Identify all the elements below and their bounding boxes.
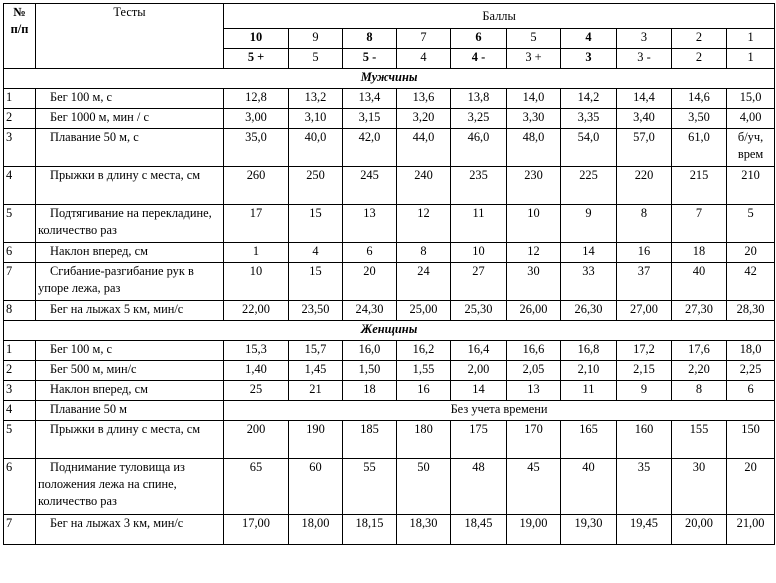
score-value: 26,30	[561, 301, 617, 321]
grade-7: 3	[561, 49, 617, 69]
table-row	[4, 263, 775, 301]
score-value: 245	[343, 167, 397, 205]
score-8: 8	[343, 29, 397, 49]
score-value: 42	[727, 263, 775, 301]
score-value: 40	[561, 459, 617, 515]
test-name: Наклон вперед, см	[36, 243, 224, 263]
table-row	[4, 301, 775, 321]
row-number: 1	[4, 341, 36, 361]
score-value: 18,00	[289, 515, 343, 545]
score-value: 19,30	[561, 515, 617, 545]
score-value: 20,00	[672, 515, 727, 545]
score-value: 22,00	[224, 301, 289, 321]
score-value: 6	[727, 381, 775, 401]
header-number-line2: п/п	[10, 22, 29, 36]
section-title-men: Мужчины	[4, 69, 775, 89]
score-value: 21,00	[727, 515, 775, 545]
score-value: 16	[617, 243, 672, 263]
score-value: 185	[343, 421, 397, 459]
score-value: 14	[451, 381, 507, 401]
score-value: 11	[561, 381, 617, 401]
section-title-women: Женщины	[4, 321, 775, 341]
score-value: 14,0	[507, 89, 561, 109]
score-value: 240	[397, 167, 451, 205]
score-value: 2,20	[672, 361, 727, 381]
test-name: Прыжки в длину с места, см	[36, 167, 224, 205]
test-name: Бег 100 м, с	[36, 341, 224, 361]
test-name: Плавание 50 м, с	[36, 129, 224, 167]
score-value: 17,6	[672, 341, 727, 361]
grade-3: 5 -	[343, 49, 397, 69]
score-value: 230	[507, 167, 561, 205]
score-value: 25,30	[451, 301, 507, 321]
test-name: Плавание 50 м	[36, 401, 224, 421]
score-value: 33	[561, 263, 617, 301]
score-value: 46,0	[451, 129, 507, 167]
score-value: 15,7	[289, 341, 343, 361]
test-name: Бег 100 м, с	[36, 89, 224, 109]
score-value: 14,2	[561, 89, 617, 109]
test-name: Бег на лыжах 3 км, мин/с	[36, 515, 224, 545]
score-value: 8	[617, 205, 672, 243]
score-value: 35	[617, 459, 672, 515]
score-4: 4	[561, 29, 617, 49]
score-value: 220	[617, 167, 672, 205]
score-value: 16,4	[451, 341, 507, 361]
score-value: 54,0	[561, 129, 617, 167]
score-value: 260	[224, 167, 289, 205]
table-row	[4, 361, 775, 381]
test-name: Бег на лыжах 5 км, мин/с	[36, 301, 224, 321]
score-value: 5	[727, 205, 775, 243]
score-value: 235	[451, 167, 507, 205]
score-value: 30	[507, 263, 561, 301]
score-value: 3,30	[507, 109, 561, 129]
table-row	[4, 243, 775, 263]
score-value: 13,6	[397, 89, 451, 109]
score-value: 225	[561, 167, 617, 205]
score-value: 18	[343, 381, 397, 401]
score-value: 250	[289, 167, 343, 205]
grade-4: 4	[397, 49, 451, 69]
row-number: 3	[4, 381, 36, 401]
score-value: 18	[672, 243, 727, 263]
score-value: 12	[507, 243, 561, 263]
test-name: Сгибание-разгибание рук в упоре лежа, раз	[36, 263, 224, 301]
row-number: 6	[4, 243, 36, 263]
score-value: 14	[561, 243, 617, 263]
score-value: 11	[451, 205, 507, 243]
score-value: 9	[561, 205, 617, 243]
score-value: 160	[617, 421, 672, 459]
score-value: 20	[727, 459, 775, 515]
score-value: 7	[672, 205, 727, 243]
score-value: 26,00	[507, 301, 561, 321]
score-value: 16	[397, 381, 451, 401]
score-value: 215	[672, 167, 727, 205]
test-name: Наклон вперед, см	[36, 381, 224, 401]
table-row	[4, 459, 775, 515]
table-row	[4, 205, 775, 243]
score-value: 3,50	[672, 109, 727, 129]
score-value: 12	[397, 205, 451, 243]
score-value: 18,45	[451, 515, 507, 545]
row-number: 3	[4, 129, 36, 167]
score-value: 13	[507, 381, 561, 401]
score-value: 50	[397, 459, 451, 515]
score-value: 16,2	[397, 341, 451, 361]
merged-value: Без учета времени	[224, 401, 775, 421]
table-row	[4, 89, 775, 109]
section-row-men	[4, 69, 775, 89]
table-row	[4, 421, 775, 459]
header-number	[4, 4, 36, 69]
grade-1: 5 +	[224, 49, 289, 69]
score-2: 2	[672, 29, 727, 49]
score-value: 1,40	[224, 361, 289, 381]
score-value: 12,8	[224, 89, 289, 109]
test-name: Подтягивание на перекладине, количество раз	[36, 205, 224, 243]
score-value: 40,0	[289, 129, 343, 167]
score-value: 45	[507, 459, 561, 515]
score-value: 14,4	[617, 89, 672, 109]
score-value: 3,00	[224, 109, 289, 129]
score-value: 60	[289, 459, 343, 515]
score-value: 175	[451, 421, 507, 459]
score-value: 3,15	[343, 109, 397, 129]
score-value: 8	[672, 381, 727, 401]
row-number: 4	[4, 401, 36, 421]
score-value: 16,0	[343, 341, 397, 361]
score-value: 165	[561, 421, 617, 459]
score-value: 10	[224, 263, 289, 301]
table-row	[4, 109, 775, 129]
score-value: 27	[451, 263, 507, 301]
score-value: 30	[672, 459, 727, 515]
score-value: 27,30	[672, 301, 727, 321]
grade-5: 4 -	[451, 49, 507, 69]
score-value: 18,15	[343, 515, 397, 545]
row-number: 1	[4, 89, 36, 109]
table-row	[4, 129, 775, 167]
score-value: 1	[224, 243, 289, 263]
score-value: 2,00	[451, 361, 507, 381]
score-value: 2,15	[617, 361, 672, 381]
score-value: 4	[289, 243, 343, 263]
score-value: 15,3	[224, 341, 289, 361]
score-value: 57,0	[617, 129, 672, 167]
row-number: 7	[4, 263, 36, 301]
score-value: 27,00	[617, 301, 672, 321]
score-value: 3,35	[561, 109, 617, 129]
score-value: 14,6	[672, 89, 727, 109]
score-7: 7	[397, 29, 451, 49]
score-value: 13	[343, 205, 397, 243]
score-value: 20	[727, 243, 775, 263]
row-number: 4	[4, 167, 36, 205]
score-value: 24	[397, 263, 451, 301]
score-value: 210	[727, 167, 775, 205]
score-value: 13,2	[289, 89, 343, 109]
score-value: 18,30	[397, 515, 451, 545]
score-value: 19,45	[617, 515, 672, 545]
grade-10: 1	[727, 49, 775, 69]
score-value: б/уч, врем	[727, 129, 775, 167]
table-row	[4, 515, 775, 545]
score-value: 17	[224, 205, 289, 243]
score-value: 48	[451, 459, 507, 515]
score-value: 170	[507, 421, 561, 459]
test-name: Прыжки в длину с места, см	[36, 421, 224, 459]
row-number: 6	[4, 459, 36, 515]
table-row	[4, 341, 775, 361]
score-value: 17,00	[224, 515, 289, 545]
score-value: 48,0	[507, 129, 561, 167]
score-value: 13,4	[343, 89, 397, 109]
score-5: 5	[507, 29, 561, 49]
score-value: 65	[224, 459, 289, 515]
score-value: 3,10	[289, 109, 343, 129]
score-value: 19,00	[507, 515, 561, 545]
header-points: Баллы	[224, 4, 775, 29]
score-value: 21	[289, 381, 343, 401]
score-value: 28,30	[727, 301, 775, 321]
score-value: 15	[289, 263, 343, 301]
score-value: 9	[617, 381, 672, 401]
score-value: 25,00	[397, 301, 451, 321]
score-10: 10	[224, 29, 289, 49]
score-value: 10	[507, 205, 561, 243]
row-number: 2	[4, 361, 36, 381]
score-value: 2,25	[727, 361, 775, 381]
header-number-line1: №	[13, 5, 26, 19]
score-value: 200	[224, 421, 289, 459]
score-value: 44,0	[397, 129, 451, 167]
score-value: 6	[343, 243, 397, 263]
score-value: 190	[289, 421, 343, 459]
score-value: 13,8	[451, 89, 507, 109]
score-value: 3,40	[617, 109, 672, 129]
score-value: 55	[343, 459, 397, 515]
score-value: 25	[224, 381, 289, 401]
row-number: 5	[4, 421, 36, 459]
score-6: 6	[451, 29, 507, 49]
header-row-points	[4, 4, 775, 29]
grade-6: 3 +	[507, 49, 561, 69]
score-value: 18,0	[727, 341, 775, 361]
row-number: 8	[4, 301, 36, 321]
score-value: 10	[451, 243, 507, 263]
score-value: 16,6	[507, 341, 561, 361]
score-9: 9	[289, 29, 343, 49]
grade-9: 2	[672, 49, 727, 69]
table-row	[4, 167, 775, 205]
header-tests: Тесты	[36, 4, 224, 69]
test-name: Бег 1000 м, мин / с	[36, 109, 224, 129]
standards-table	[3, 3, 775, 545]
score-value: 180	[397, 421, 451, 459]
score-value: 20	[343, 263, 397, 301]
grade-2: 5	[289, 49, 343, 69]
row-number: 5	[4, 205, 36, 243]
score-value: 42,0	[343, 129, 397, 167]
table-row	[4, 381, 775, 401]
score-value: 23,50	[289, 301, 343, 321]
score-value: 16,8	[561, 341, 617, 361]
table-row	[4, 401, 775, 421]
grade-8: 3 -	[617, 49, 672, 69]
score-value: 2,10	[561, 361, 617, 381]
score-value: 1,50	[343, 361, 397, 381]
score-value: 1,45	[289, 361, 343, 381]
score-value: 4,00	[727, 109, 775, 129]
score-value: 37	[617, 263, 672, 301]
test-name: Бег 500 м, мин/с	[36, 361, 224, 381]
test-name: Поднимание туловища из положения лежа на спине, количество раз	[36, 459, 224, 515]
score-3: 3	[617, 29, 672, 49]
score-value: 35,0	[224, 129, 289, 167]
score-value: 2,05	[507, 361, 561, 381]
score-value: 1,55	[397, 361, 451, 381]
section-row-women	[4, 321, 775, 341]
score-1: 1	[727, 29, 775, 49]
score-value: 24,30	[343, 301, 397, 321]
score-value: 155	[672, 421, 727, 459]
score-value: 3,25	[451, 109, 507, 129]
score-value: 3,20	[397, 109, 451, 129]
row-number: 7	[4, 515, 36, 545]
score-value: 150	[727, 421, 775, 459]
score-value: 15	[289, 205, 343, 243]
score-value: 61,0	[672, 129, 727, 167]
score-value: 15,0	[727, 89, 775, 109]
row-number: 2	[4, 109, 36, 129]
score-value: 17,2	[617, 341, 672, 361]
score-value: 8	[397, 243, 451, 263]
score-value: 40	[672, 263, 727, 301]
